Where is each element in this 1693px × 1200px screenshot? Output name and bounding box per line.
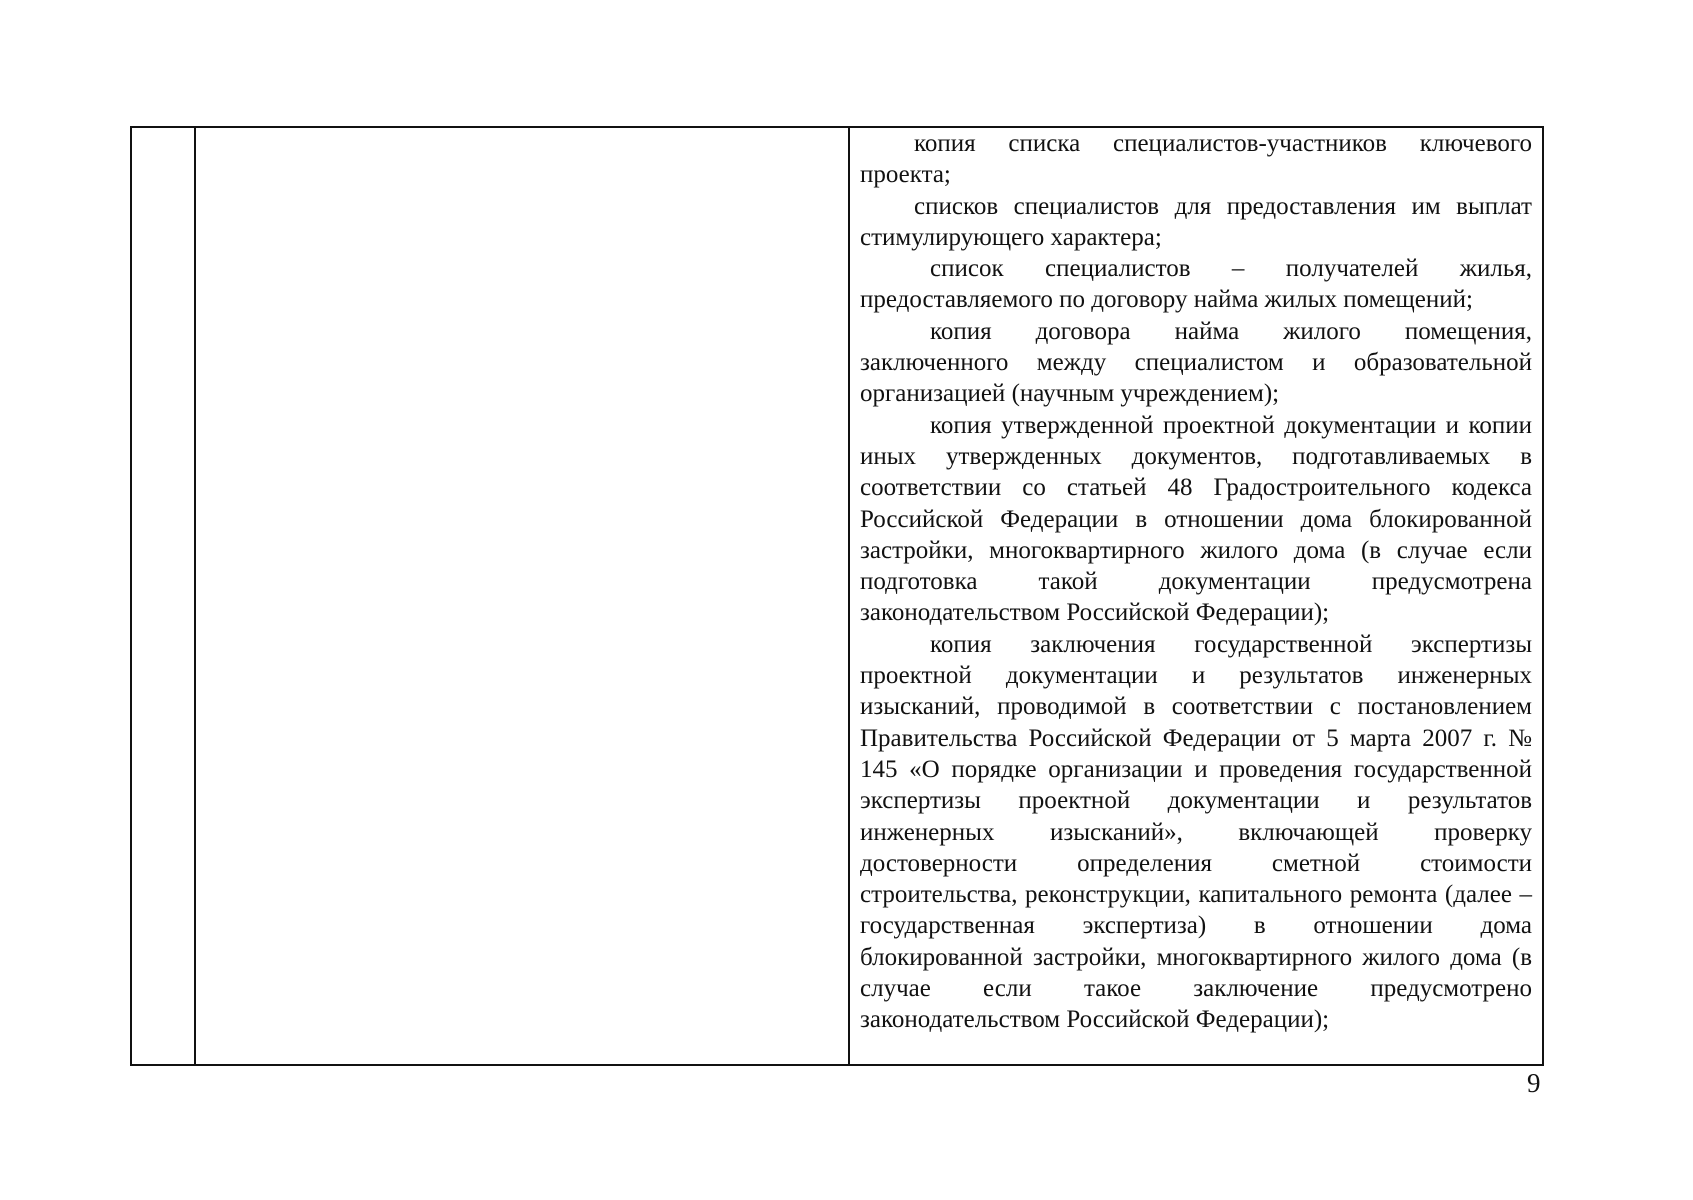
document-paragraph: копия списка специалистов-участников ключевого проекта; — [860, 130, 1532, 189]
document-paragraph: копия заключения государственной экспертизы проектной документации и результатов инженерных изысканий, проводимой в соответствии с постановлением Правительства Российской Федерации от 5 марта 2007 г. № 145 «О порядке организации и проведения государственной экспертизы проектной документации и результатов инженерных изысканий», включающей проверку достоверности определения сметной стоимости строительства, реконструкции, капитального ремонта (далее – государственная экспертиза) в отношении дома блокированной застройки, многоквартирного жилого дома (в случае если такое заключение предусмотрено законодательством Российской Федерации); — [860, 630, 1532, 1034]
page-number: 9 — [1527, 1068, 1541, 1098]
document-paragraph: списков специалистов для предоставления им выплат стимулирующего характера; — [860, 192, 1532, 251]
document-paragraph: копия утвержденной проектной документации и копии иных утвержденных документов, подготавливаемых в соответствии со статьей 48 Градостроительного кодекса Российской Федерации в отношении дома блокированной застройки, многоквартирного жилого дома (в случае если подготовка такой документации предусмотрена законодательством Российской Федерации); — [860, 411, 1532, 627]
table-column-name — [196, 128, 850, 1064]
table-column-number — [132, 128, 196, 1064]
document-table — [130, 126, 1544, 1066]
document-paragraph: список специалистов – получателей жилья, предоставляемого по договору найма жилых помещений; — [860, 255, 1532, 314]
document-paragraph: копия договора найма жилого помещения, заключенного между специалистом и образовательной организацией (научным учреждением); — [860, 317, 1532, 408]
table-column-documents — [850, 128, 1542, 1064]
